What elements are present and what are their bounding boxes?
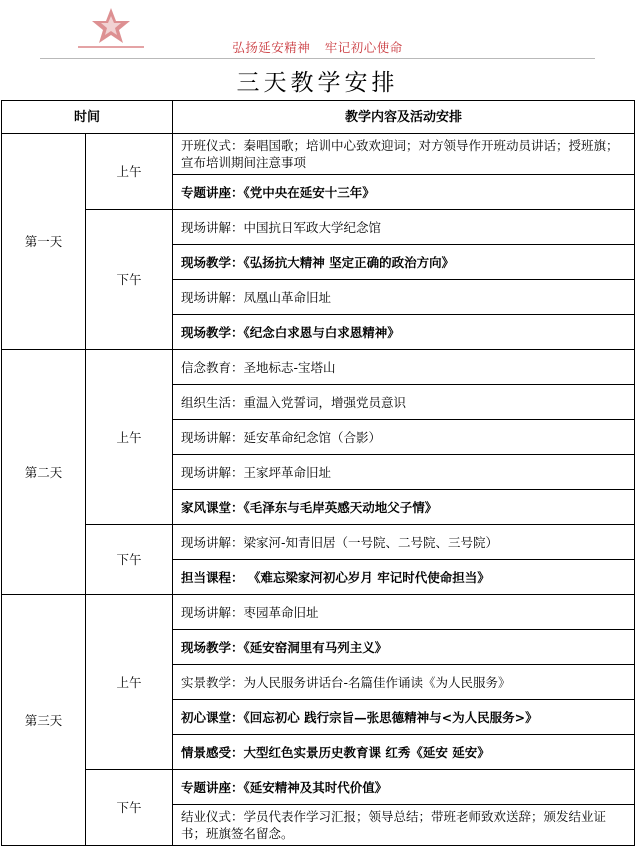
schedule-item: 情景感受：大型红色实景历史教育课 红秀《延安 延安》 bbox=[173, 735, 635, 770]
schedule-item: 专题讲座：《延安精神及其时代价值》 bbox=[173, 770, 635, 805]
schedule-item: 现场教学：《纪念白求恩与白求恩精神》 bbox=[173, 315, 635, 350]
table-row bbox=[2, 770, 635, 805]
schedule-item: 现场讲解：枣园革命旧址 bbox=[173, 595, 635, 630]
table-row bbox=[2, 134, 635, 175]
schedule-item: 现场讲解：凤凰山革命旧址 bbox=[173, 280, 635, 315]
schedule-item: 开班仪式：秦唱国歌；培训中心致欢迎词；对方领导作开班动员讲话；授班旗；宣布培训期间注意事项 bbox=[173, 134, 635, 175]
schedule-item: 现场讲解：王家坪革命旧址 bbox=[173, 455, 635, 490]
page-header bbox=[0, 0, 635, 60]
schedule-item: 初心课堂：《回忘初心 践行宗旨—张思德精神与<为人民服务>》 bbox=[173, 700, 635, 735]
period-label: 下午 bbox=[86, 210, 173, 350]
day-label: 第一天 bbox=[2, 134, 86, 350]
period-label: 下午 bbox=[86, 525, 173, 595]
schedule-item: 现场教学：《弘扬抗大精神 坚定正确的政治方向》 bbox=[173, 245, 635, 280]
schedule-table bbox=[1, 100, 635, 846]
period-label: 上午 bbox=[86, 134, 173, 210]
table-row bbox=[2, 210, 635, 245]
day-label: 第三天 bbox=[2, 595, 86, 846]
schedule-item: 信念教育：圣地标志-宝塔山 bbox=[173, 350, 635, 385]
schedule-item: 现场讲解：中国抗日军政大学纪念馆 bbox=[173, 210, 635, 245]
table-header-row bbox=[2, 101, 635, 134]
header-divider bbox=[40, 58, 595, 59]
header-time: 时间 bbox=[2, 101, 173, 134]
schedule-item: 担当课程： 《难忘梁家河初心岁月 牢记时代使命担当》 bbox=[173, 560, 635, 595]
period-label: 上午 bbox=[86, 595, 173, 770]
table-row bbox=[2, 350, 635, 385]
schedule-item: 现场教学：《延安窑洞里有马列主义》 bbox=[173, 630, 635, 665]
day-label: 第二天 bbox=[2, 350, 86, 595]
table-row bbox=[2, 525, 635, 560]
schedule-item: 实景教学：为人民服务讲话台-名篇佳作诵读《为人民服务》 bbox=[173, 665, 635, 700]
header-slogan bbox=[0, 38, 635, 56]
period-label: 下午 bbox=[86, 770, 173, 846]
schedule-item: 现场讲解：延安革命纪念馆（合影） bbox=[173, 420, 635, 455]
page-title: 三天教学安排 bbox=[236, 70, 399, 96]
schedule-item: 结业仪式：学员代表作学习汇报；领导总结；带班老师致欢送辞；颁发结业证书；班旗签名留念。 bbox=[173, 805, 635, 846]
schedule-item: 现场讲解：梁家河-知青旧居（一号院、二号院、三号院） bbox=[173, 525, 635, 560]
slogan-right: 牢记初心使命 bbox=[324, 40, 403, 55]
schedule-item: 家风课堂：《毛泽东与毛岸英感天动地父子情》 bbox=[173, 490, 635, 525]
period-label: 上午 bbox=[86, 350, 173, 525]
table-row bbox=[2, 595, 635, 630]
schedule-item: 专题讲座：《党中央在延安十三年》 bbox=[173, 175, 635, 210]
header-content: 教学内容及活动安排 bbox=[173, 101, 635, 134]
slogan-left: 弘扬延安精神 bbox=[232, 40, 311, 55]
schedule-item: 组织生活：重温入党誓词，增强党员意识 bbox=[173, 385, 635, 420]
